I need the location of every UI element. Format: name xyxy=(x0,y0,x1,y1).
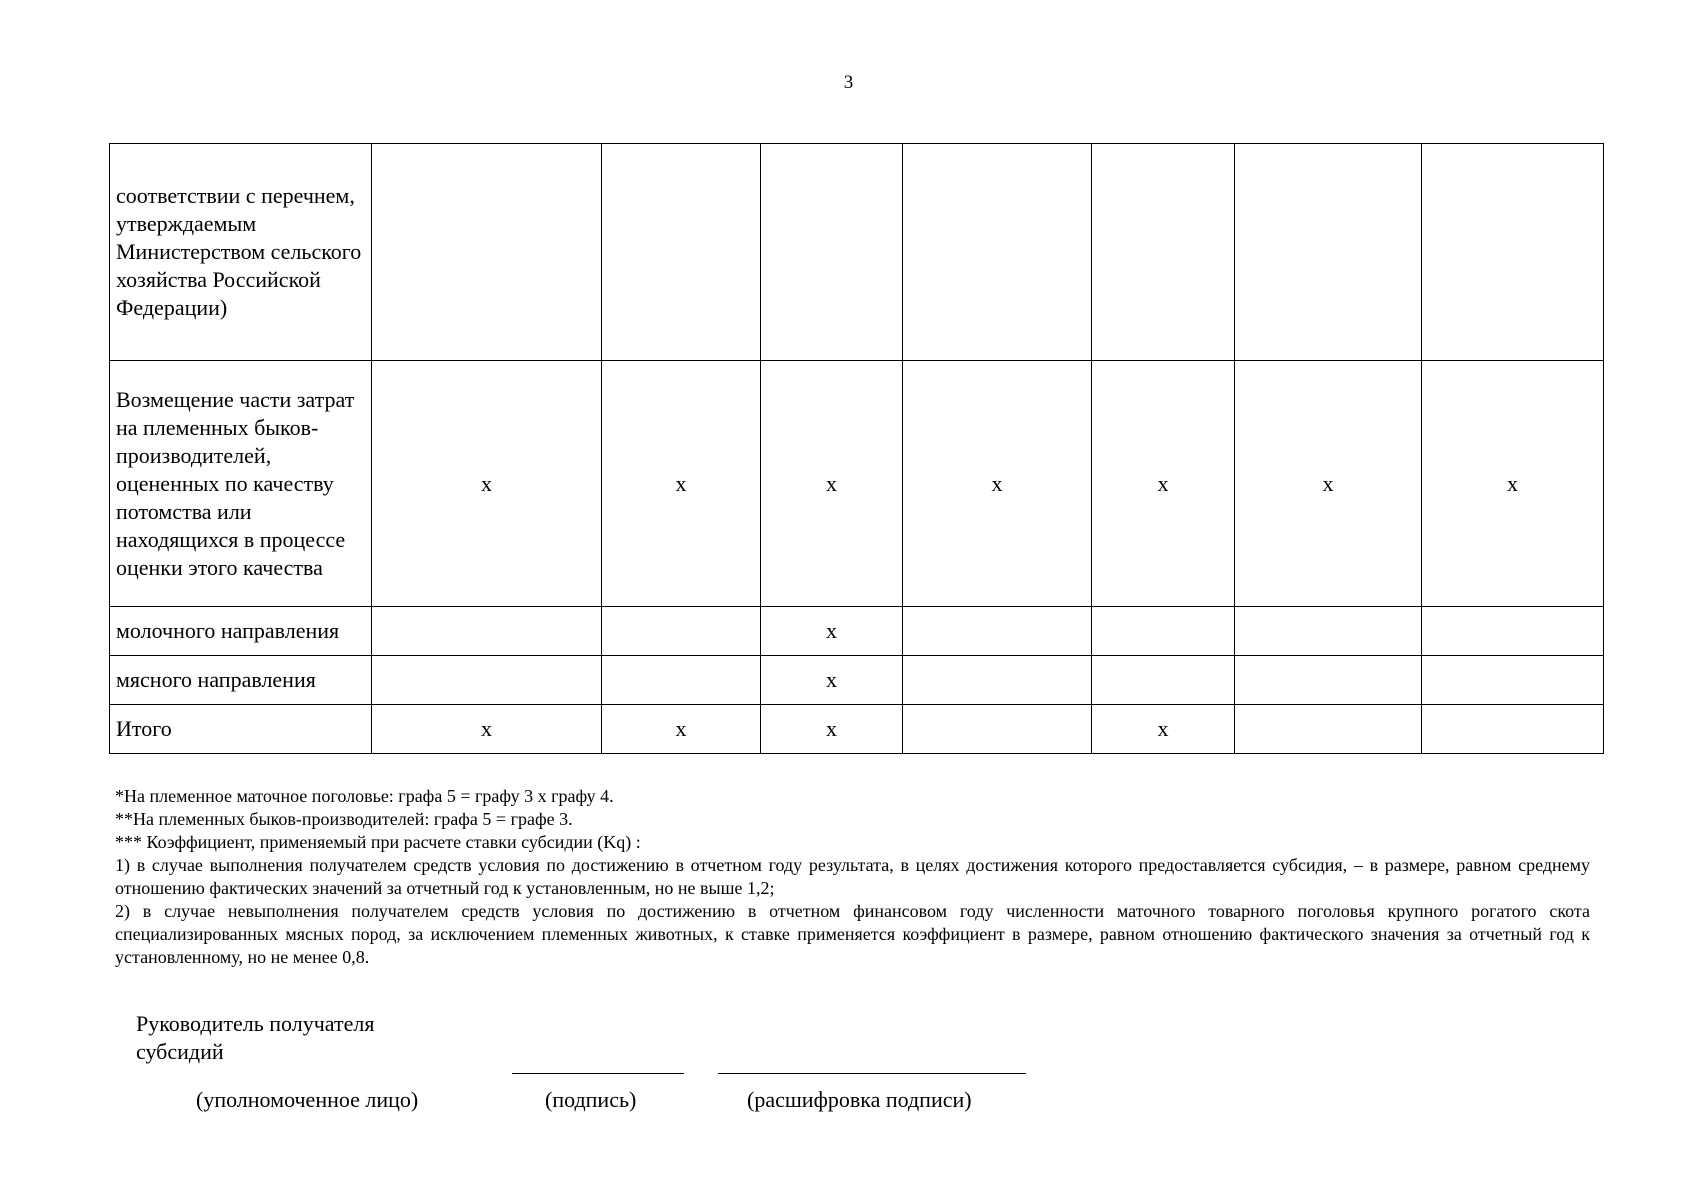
footnote: 1) в случае выполнения получателем средств условия по достижению в отчетном году результата, в целях достижения которого предоставляется субсидия, – в размере, равном среднему отношению фактических значений за отчетный год к установленным, но не выше 1,2; xyxy=(115,855,1590,898)
table-cell xyxy=(903,705,1092,754)
table-cell: х xyxy=(1235,361,1422,607)
table-cell: х xyxy=(602,705,761,754)
signatory-title: Руководитель получателя субсидий xyxy=(136,1011,375,1064)
subsidy-table xyxy=(109,143,1604,754)
table-cell xyxy=(372,144,602,361)
table-cell xyxy=(1422,656,1604,705)
table-cell xyxy=(1092,607,1235,656)
table-cell xyxy=(1235,656,1422,705)
table-cell xyxy=(903,656,1092,705)
table-cell: х xyxy=(761,656,903,705)
table-cell xyxy=(1422,144,1604,361)
footnote: *** Коэффициент, применяемый при расчете ставки субсидии (Kq) : xyxy=(115,832,641,852)
table-cell xyxy=(602,656,761,705)
table-cell: х xyxy=(761,361,903,607)
table-cell xyxy=(1422,607,1604,656)
table-cell xyxy=(602,144,761,361)
table-cell: х xyxy=(372,361,602,607)
table-row xyxy=(110,656,1604,705)
name-line xyxy=(718,1073,1026,1074)
table-cell: х xyxy=(602,361,761,607)
table-cell xyxy=(1092,656,1235,705)
table-row xyxy=(110,607,1604,656)
table-cell xyxy=(1092,144,1235,361)
table-cell xyxy=(1422,705,1604,754)
footnote: 2) в случае невыполнения получателем средств условия по достижению в отчетном финансовом году численности маточного товарного поголовья крупного рогатого скота специализированных мясных пород, за исключением племенных животных, к ставке применяется коэффициент в размере, равном отношению фактического значения за отчетный год к установленному, но не менее 0,8. xyxy=(115,901,1590,967)
table-cell: х xyxy=(903,361,1092,607)
caption-name: (расшифровка подписи) xyxy=(747,1087,972,1112)
table-cell xyxy=(761,144,903,361)
table-row xyxy=(110,144,1604,361)
footnotes xyxy=(115,785,1590,969)
table-cell: х xyxy=(761,607,903,656)
table-cell: х xyxy=(1422,361,1604,607)
table-cell: х xyxy=(761,705,903,754)
footnote: *На племенное маточное поголовье: графа 5 = графу 3 х графу 4. xyxy=(115,786,614,806)
table-cell xyxy=(903,144,1092,361)
signature-line xyxy=(512,1073,684,1074)
table-cell xyxy=(1235,144,1422,361)
table-cell xyxy=(1235,607,1422,656)
table-cell xyxy=(1235,705,1422,754)
table-cell: х xyxy=(1092,705,1235,754)
table-cell: х xyxy=(372,705,602,754)
page-number: 3 xyxy=(843,72,854,93)
table-row xyxy=(110,361,1604,607)
row-label: соответствии с перечнем, утверждаемым Министерством сельского хозяйства Российской Федерации) xyxy=(110,144,372,361)
row-label: Итого xyxy=(110,705,372,754)
table-cell xyxy=(602,607,761,656)
row-label: мясного направления xyxy=(110,656,372,705)
row-label: молочного направления xyxy=(110,607,372,656)
table-cell xyxy=(372,607,602,656)
footnote: **На племенных быков-производителей: графа 5 = графе 3. xyxy=(115,809,573,829)
caption-role: (уполномоченное лицо) xyxy=(196,1087,419,1112)
row-label: Возмещение части затрат на племенных быков-производителей, оцененных по качеству потомства или находящихся в процессе оценки этого качества xyxy=(110,361,372,607)
table-cell xyxy=(903,607,1092,656)
table-cell: х xyxy=(1092,361,1235,607)
table-cell xyxy=(372,656,602,705)
caption-signature: (подпись) xyxy=(545,1087,637,1112)
table-row xyxy=(110,705,1604,754)
